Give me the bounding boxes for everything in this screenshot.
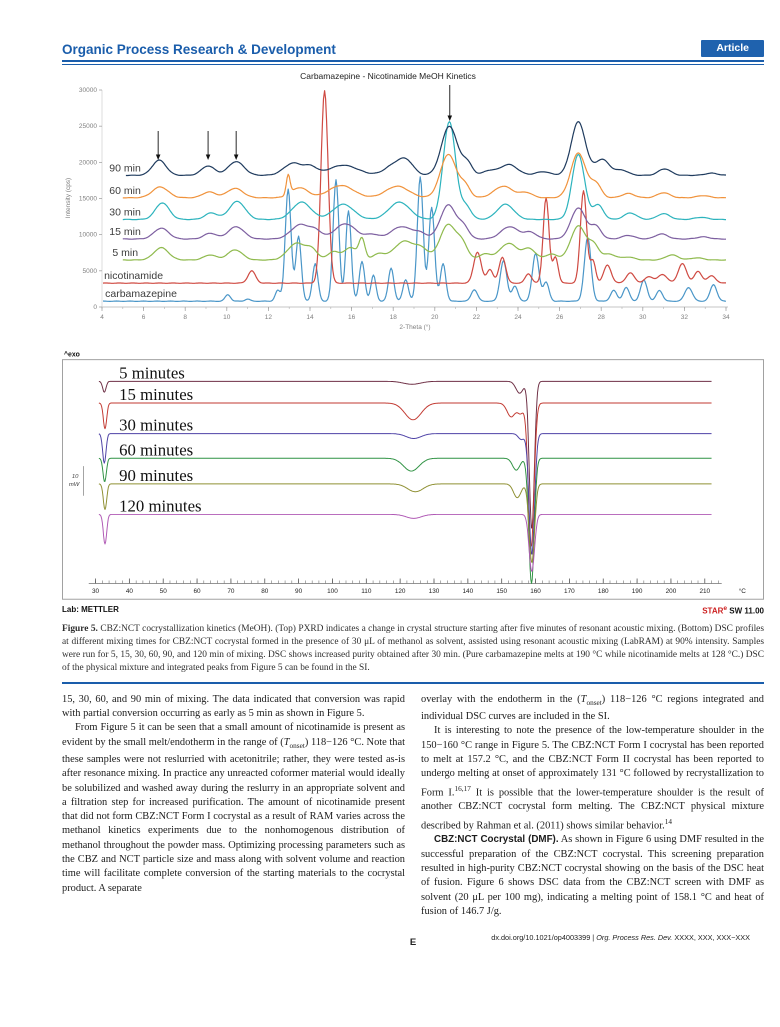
- dsc-series-label-90-minutes: 90 minutes: [119, 465, 194, 485]
- paragraph: CBZ:NCT Cocrystal (DMF). As shown in Figure 6 using DMF resulted in the successful preparation of the CBZ:NCT cocrystal. This screening preparation resulted in high-purity CBZ:NCT cocrystal showing on the basis of the DSC heat of fusion. Figure 6 shows DSC data from the CBZ:NCT screen with DMF as solvent (20 μL per 100 mg), indicating a melting point of 158.1 °C and heat of fusion of 146.7 J/g.: [421, 834, 764, 917]
- journal-header: [62, 40, 764, 57]
- pxrd-x-tick-label: 6: [141, 314, 146, 321]
- dsc-x-tick-label: 120: [394, 587, 406, 595]
- pxrd-y-axis-label: Intensity (cps): [65, 177, 72, 219]
- pxrd-x-axis-label: 2-Theta (°): [399, 324, 431, 331]
- header-rule-thin: [62, 64, 764, 65]
- pxrd-x-tick-label: 34: [722, 314, 730, 321]
- pxrd-x-tick-label: 8: [183, 314, 188, 321]
- dsc-x-tick-label: 190: [631, 587, 643, 595]
- dsc-x-tick-label: 70: [227, 587, 235, 595]
- dsc-x-tick-label: 80: [261, 587, 269, 595]
- pxrd-chart: [62, 67, 764, 332]
- pxrd-series-15-min: [123, 205, 726, 240]
- dsc-x-tick-label: 150: [496, 587, 508, 595]
- dsc-series-label-60-minutes: 60 minutes: [119, 440, 194, 460]
- journal-title: Organic Process Research & Development: [62, 42, 336, 57]
- pxrd-x-tick-label: 28: [597, 314, 605, 321]
- dsc-exo-label: ^exo: [63, 351, 80, 359]
- pxrd-annotation-arrow-0-head: [156, 155, 161, 161]
- dsc-unit-label: °C: [738, 587, 746, 595]
- pxrd-y-tick-label: 5000: [82, 267, 97, 275]
- pxrd-annotation-arrow-2-head: [234, 155, 239, 161]
- pxrd-x-tick-label: 26: [555, 314, 564, 321]
- page-footer: [62, 932, 764, 950]
- pxrd-y-tick-label: 20000: [78, 159, 97, 167]
- paragraph: 15, 30, 60, and 90 min of mixing. The data indicated that conversion was rapid with partial conversion occurring as early as 5 min as shown in Figure 5.: [62, 693, 405, 719]
- dsc-x-tick-label: 110: [361, 587, 372, 595]
- header-rule-thick: [62, 60, 764, 62]
- pxrd-x-tick-label: 4: [100, 314, 104, 321]
- dsc-series-label-30-minutes: 30 minutes: [119, 415, 194, 435]
- dsc-x-tick-label: 100: [327, 587, 338, 595]
- dsc-x-tick-label: 50: [159, 587, 167, 595]
- pxrd-series-label-30-min: 30 min: [109, 206, 141, 219]
- dsc-x-tick-label: 60: [193, 587, 201, 595]
- article-badge[interactable]: Article: [701, 40, 764, 57]
- pxrd-series-label-90-min: 90 min: [109, 162, 141, 175]
- pxrd-y-tick-label: 0: [93, 304, 97, 311]
- pxrd-series-label-15-min: 15 min: [109, 226, 141, 239]
- doi-citation[interactable]: dx.doi.org/10.1021/op4003399 | Org. Process Res. Dev. XXXX, XXX, XXX−XXX: [491, 933, 750, 943]
- body-column-left: [62, 693, 405, 919]
- pxrd-series-label-carbamazepine: carbamazepine: [105, 288, 177, 301]
- pxrd-y-tick-label: 25000: [78, 123, 97, 131]
- pxrd-x-tick-label: 12: [264, 314, 273, 321]
- pxrd-title-arrow-head: [447, 116, 452, 122]
- body-text: [62, 693, 764, 919]
- dsc-x-tick-label: 90: [295, 587, 303, 595]
- pxrd-title: Carbamazepine - Nicotinamide MeOH Kinetics: [300, 71, 476, 81]
- pxrd-y-tick-label: 10000: [78, 231, 97, 239]
- figure-caption: [62, 623, 764, 675]
- dsc-footer: [62, 605, 764, 616]
- pxrd-series-30-min: [123, 122, 726, 220]
- dsc-chart: [62, 346, 764, 604]
- pxrd-x-tick-label: 30: [639, 314, 647, 321]
- dsc-scale-label: 10: [71, 473, 79, 480]
- dsc-x-tick-label: 140: [462, 587, 474, 595]
- body-column-right: [421, 693, 764, 919]
- pxrd-x-tick-label: 14: [306, 314, 314, 321]
- page-number: E: [409, 937, 417, 949]
- dsc-x-tick-label: 130: [428, 587, 440, 595]
- pxrd-x-tick-label: 20: [431, 314, 439, 321]
- pxrd-x-tick-label: 16: [347, 314, 356, 321]
- pxrd-x-tick-label: 32: [680, 314, 689, 321]
- pxrd-series-label-5-min: 5 min: [112, 246, 139, 259]
- section-divider: [62, 682, 764, 684]
- dsc-series-label-120-minutes: 120 minutes: [119, 496, 202, 516]
- pxrd-x-tick-label: 18: [389, 314, 397, 321]
- pxrd-y-tick-label: 30000: [78, 87, 97, 94]
- paragraph: From Figure 5 it can be seen that a small amount of nicotinamide is present as evident by the small melt/endotherm in the range of $(T_{onset})$ 118−126 °C. Note that these samples were not reslurried with acetonitrile; rather, they were tested as-is after resonance mixing. In practice any unreacted coformer material would ideally be solubilized and washed away during the reslurry in an appropriate solvent and a filtration step for increased purification. The amount of nicotinamide present that did not form CBZ:NCT Form I cocrystal as a result of RAM varies across the methanol kinetics experiments due to the nonhomogenous distribution of methanol throughout the powder mass. Optimizing processing parameters such as the CBZ and NCT particle size and mass along with solvent volume and reaction time will facilitate complete conversion of the starting materials to the cocrystal product. A separate: [62, 722, 405, 894]
- pxrd-series-nicotinamide: [103, 91, 726, 284]
- pxrd-x-tick-label: 22: [472, 314, 481, 321]
- paragraph: Figure 5. CBZ:NCT cocrystallization kinetics (MeOH). (Top) PXRD indicates a change in crystal structure starting after five minutes of resonant acoustic mixing. (Bottom) DSC profiles at different mixing times for CBZ:NCT cocrystal formed in the presence of 30 μL of methanol as solvent, assisted using resonant acoustic mixing (LabRAM) at 90% intensity. Samples were run for 5, 15, 30, 60, 90, and 120 min of mixing. DSC shows increased purity obtained after 30 min. (Pure carbamazepine melts at 190 °C while nicotinamide melts at 128 °C.) DSC of the physical mixture and integrated peaks from Figure 5 can be found in the SI.: [62, 623, 764, 673]
- dsc-x-tick-label: 40: [125, 587, 133, 595]
- dsc-software-label: STAR$^e$ SW 11.00: [702, 605, 764, 616]
- pxrd-annotation-arrow-1-head: [206, 155, 211, 161]
- paragraph: It is interesting to note the presence of the low-temperature shoulder in the 150−160 °C range in Figure 5. The CBZ:NCT Form I cocrystal has been reported to melt at 157.2 °C, and the CBZ:NCT Form II cocrystal has been reported to undergo melting at onset of approximately 131 °C followed by recrystallization to Form I.$^{16,17}$ It is possible that the lower-temperature shoulder is the result of another CBZ:NCT cocrystal form melting. The CBZ:NCT physical mixture described by Rahman et al. (2011) shows similar behavior.$^{14}$: [421, 725, 764, 832]
- dsc-figure: [62, 346, 764, 616]
- dsc-x-tick-label: 180: [597, 587, 609, 595]
- dsc-lab-label: Lab: METTLER: [62, 605, 119, 614]
- dsc-x-tick-label: 170: [564, 587, 575, 595]
- pxrd-x-tick-label: 10: [223, 314, 231, 321]
- pxrd-x-tick-label: 24: [514, 314, 522, 321]
- pxrd-series-label-nicotinamide: nicotinamide: [104, 270, 164, 283]
- dsc-x-tick-label: 210: [699, 587, 711, 595]
- dsc-x-tick-label: 200: [665, 587, 677, 595]
- pxrd-y-tick-label: 15000: [78, 195, 97, 203]
- dsc-series-label-5-minutes: 5 minutes: [119, 363, 185, 383]
- dsc-x-tick-label: 30: [91, 587, 100, 595]
- paragraph: overlay with the endotherm in the $(T_{onset})$ 118−126 °C regions integrated and individual DSC curves are included in the SI.: [421, 693, 764, 723]
- dsc-series-label-15-minutes: 15 minutes: [119, 385, 194, 405]
- pxrd-series-90-min: [126, 122, 726, 176]
- dsc-x-tick-label: 160: [530, 587, 541, 595]
- dsc-scale-label: mW: [68, 481, 80, 488]
- pxrd-series-label-60-min: 60 min: [109, 184, 141, 197]
